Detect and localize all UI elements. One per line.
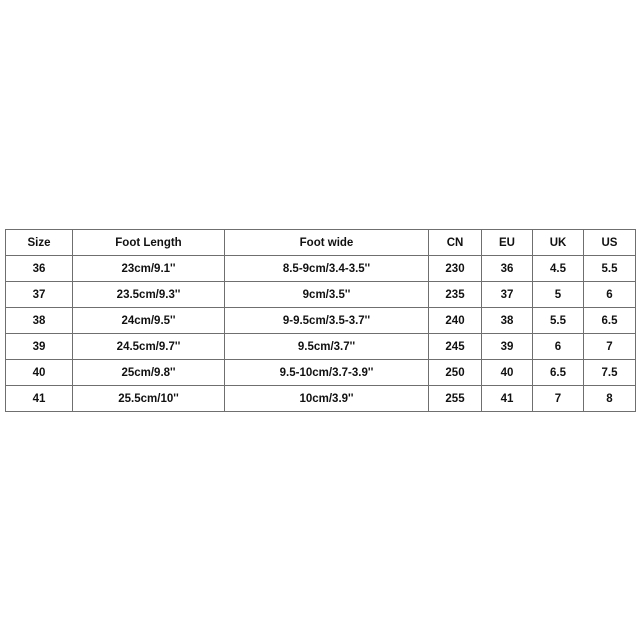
cell-us: 6.5: [584, 308, 636, 334]
column-header-foot-wide: Foot wide: [225, 230, 429, 256]
cell-uk: 4.5: [533, 256, 584, 282]
cell-eu: 36: [482, 256, 533, 282]
cell-eu: 41: [482, 386, 533, 412]
cell-us: 6: [584, 282, 636, 308]
cell-uk: 6: [533, 334, 584, 360]
table-row: [6, 360, 636, 386]
table-row: [6, 334, 636, 360]
cell-foot-wide: 9.5-10cm/3.7-3.9'': [225, 360, 429, 386]
cell-size: 36: [6, 256, 73, 282]
cell-eu: 38: [482, 308, 533, 334]
column-header-cn: CN: [429, 230, 482, 256]
cell-us: 8: [584, 386, 636, 412]
column-header-uk: UK: [533, 230, 584, 256]
cell-cn: 240: [429, 308, 482, 334]
cell-size: 39: [6, 334, 73, 360]
cell-size: 40: [6, 360, 73, 386]
cell-foot-wide: 9-9.5cm/3.5-3.7'': [225, 308, 429, 334]
cell-cn: 255: [429, 386, 482, 412]
cell-foot-length: 25cm/9.8'': [73, 360, 225, 386]
cell-eu: 39: [482, 334, 533, 360]
cell-foot-length: 24cm/9.5'': [73, 308, 225, 334]
cell-uk: 7: [533, 386, 584, 412]
cell-foot-length: 23cm/9.1'': [73, 256, 225, 282]
cell-size: 41: [6, 386, 73, 412]
cell-eu: 40: [482, 360, 533, 386]
cell-foot-length: 24.5cm/9.7'': [73, 334, 225, 360]
cell-foot-length: 23.5cm/9.3'': [73, 282, 225, 308]
column-header-foot-length: Foot Length: [73, 230, 225, 256]
cell-us: 7: [584, 334, 636, 360]
cell-eu: 37: [482, 282, 533, 308]
table-row: [6, 282, 636, 308]
cell-foot-wide: 10cm/3.9'': [225, 386, 429, 412]
table-row: [6, 386, 636, 412]
cell-cn: 245: [429, 334, 482, 360]
cell-cn: 250: [429, 360, 482, 386]
table-header-row: [6, 230, 636, 256]
cell-us: 7.5: [584, 360, 636, 386]
cell-cn: 235: [429, 282, 482, 308]
cell-foot-wide: 9.5cm/3.7'': [225, 334, 429, 360]
size-chart-table: [5, 229, 636, 412]
cell-foot-wide: 9cm/3.5'': [225, 282, 429, 308]
cell-us: 5.5: [584, 256, 636, 282]
column-header-size: Size: [6, 230, 73, 256]
cell-foot-wide: 8.5-9cm/3.4-3.5'': [225, 256, 429, 282]
cell-size: 37: [6, 282, 73, 308]
cell-foot-length: 25.5cm/10'': [73, 386, 225, 412]
cell-uk: 5.5: [533, 308, 584, 334]
cell-cn: 230: [429, 256, 482, 282]
column-header-us: US: [584, 230, 636, 256]
cell-uk: 5: [533, 282, 584, 308]
cell-uk: 6.5: [533, 360, 584, 386]
table-row: [6, 256, 636, 282]
table-row: [6, 308, 636, 334]
column-header-eu: EU: [482, 230, 533, 256]
cell-size: 38: [6, 308, 73, 334]
